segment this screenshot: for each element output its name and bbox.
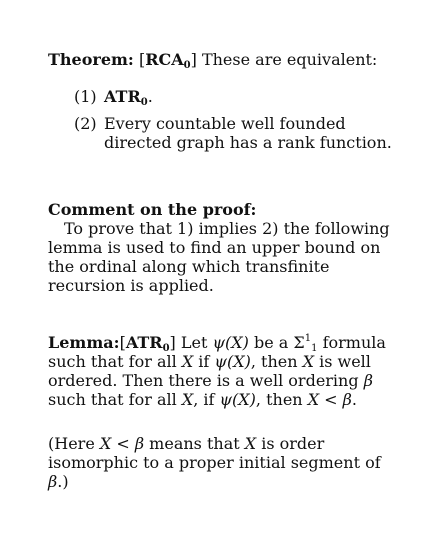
theorem-label: Theorem: — [48, 50, 134, 69]
lemma-label: Lemma: — [48, 333, 120, 352]
lemma-note: (Here X < β means that X is order isomorphic to a proper initial segment of β.) — [48, 434, 381, 491]
lemma-text: Let ψ(X) be a $\Sigma^1_1$ formula such that for all X if ψ(X), then X is well ordered. Then there is a well ordering β such that for all X, if ψ(X), then X < β. — [48, 333, 386, 409]
proof-comment — [48, 200, 393, 295]
item-text: Every countable well founded directed graph has a rank function. — [104, 114, 392, 152]
item-number: (1) — [74, 87, 97, 106]
comment-heading: Comment on the proof: — [48, 200, 257, 219]
equivalence-list — [74, 87, 394, 160]
theorem-text: These are equivalent: — [196, 50, 378, 69]
theorem-statement — [48, 50, 393, 69]
item-number: (2) — [74, 114, 97, 133]
list-item — [74, 87, 394, 106]
lemma-statement — [48, 333, 393, 409]
lemma-system: $[ATR_0]$ — [119, 333, 176, 354]
theorem-system: $[RCA_0]$ — [138, 50, 197, 71]
comment-text: To prove that 1) implies 2) the following lemma is used to find an upper bound on the ordinal along which transfinite recursion is applied. — [48, 219, 390, 295]
item-text: $ATR_0$. — [104, 87, 153, 108]
list-item — [74, 114, 394, 152]
